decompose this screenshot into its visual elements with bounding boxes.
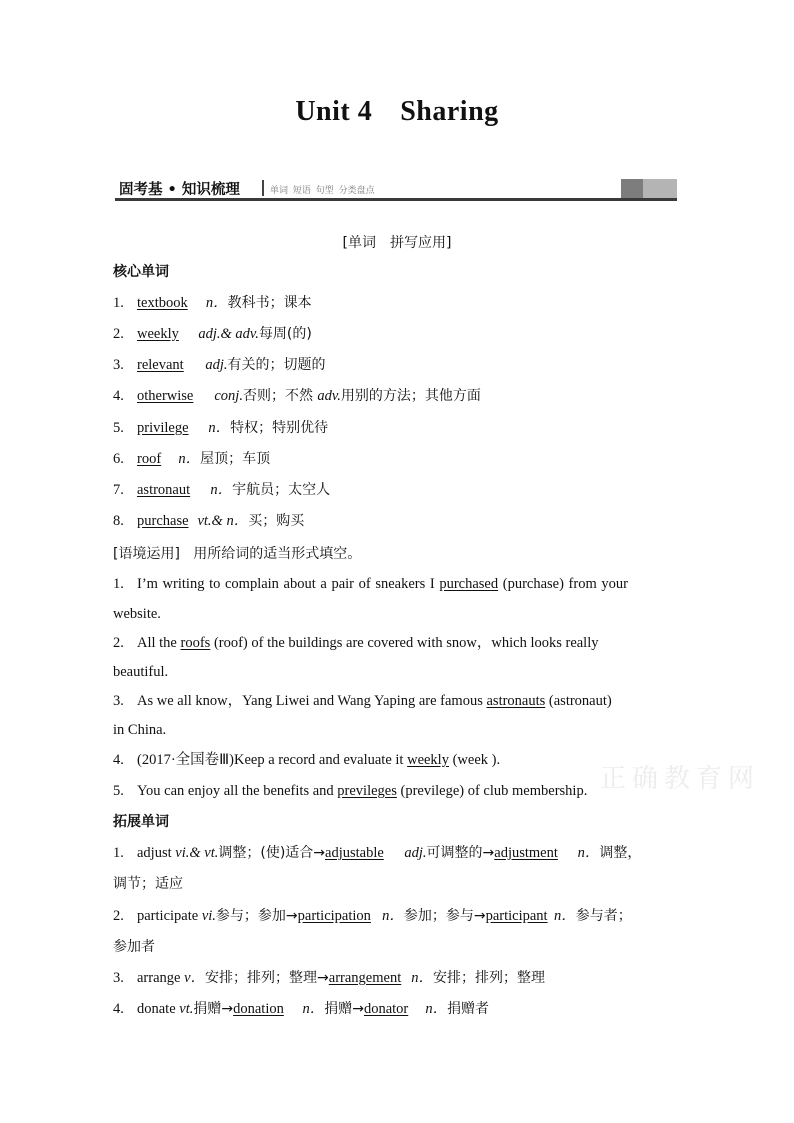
- context-item-continued: beautiful.: [113, 664, 169, 680]
- core-word-item: 3. relevant adj.有关的；切题的: [113, 357, 326, 373]
- extended-item-continued: 参加者: [113, 939, 155, 955]
- extended-answer: adjustable: [325, 845, 384, 861]
- context-answer: purchased: [439, 576, 499, 592]
- context-item: 3. As we all know，Yang Liwei and Wang Yaping are famous astronauts (astronaut): [113, 693, 612, 709]
- extended-word-item: 2. participate vi.参与；参加→participation n．参加；参与→participant n．参与者；: [113, 908, 632, 924]
- extended-word-item: 3. arrange v．安排；排列；整理→arrangement n．安排；排列；整理: [113, 970, 545, 986]
- banner-divider: [262, 180, 264, 196]
- extended-answer: donator: [363, 1001, 409, 1017]
- banner-light-block: [643, 179, 677, 198]
- extended-item-continued: 调节；适应: [113, 876, 183, 892]
- extended-words-heading: 拓展单词: [113, 814, 169, 830]
- core-word-answer: textbook: [137, 295, 188, 311]
- core-word-item: 6. roof n．屋顶；车顶: [113, 451, 271, 467]
- core-word-item: 8. purchase vt.& n．买；购买: [113, 513, 305, 529]
- context-item: 2. All the roofs (roof) of the buildings are covered with snow，which looks really: [113, 635, 599, 651]
- section-title: [单词 拼写应用]: [342, 235, 452, 251]
- core-word-answer: weekly: [137, 326, 179, 342]
- core-word-answer: roof: [137, 451, 162, 467]
- context-answer: weekly: [407, 752, 449, 768]
- unit-label: Unit 4: [295, 96, 373, 127]
- context-item: 1. I’m writing to complain about a pair of sneakers I purchased (purchase) from your: [113, 576, 628, 592]
- core-word-answer: astronaut: [137, 482, 191, 498]
- banner-dark-block: [621, 179, 643, 198]
- core-word-item: 5. privilege n．特权；特别优待: [113, 420, 329, 436]
- context-item: 4. (2017·全国卷Ⅲ)Keep a record and evaluate it weekly (week ).: [113, 752, 501, 768]
- section-banner: [115, 178, 677, 201]
- core-word-item: 1. textbook n．教科书；课本: [113, 295, 312, 311]
- core-word-item: 4. otherwise conj.否则；不然 adv.用别的方法；其他方面: [113, 388, 481, 404]
- banner-rule: [115, 198, 677, 201]
- extended-answer: participant: [485, 908, 548, 924]
- watermark: 正确教育网: [600, 764, 761, 794]
- core-words-heading: 核心单词: [113, 264, 169, 280]
- extended-answer: arrangement: [328, 970, 402, 986]
- context-item-continued: website.: [113, 606, 161, 622]
- context-heading: [语境运用] 用所给词的适当形式填空。: [113, 546, 362, 562]
- context-answer: astronauts: [486, 693, 546, 709]
- core-word-answer: purchase: [137, 513, 189, 529]
- extended-word-item: 4. donate vt.捐赠→donation n．捐赠→donator n．捐赠者: [113, 1001, 490, 1017]
- extended-answer: donation: [233, 1001, 284, 1017]
- context-item-continued: in China.: [113, 722, 167, 738]
- extended-word-item: 1. adjust vi.& vt.调整；(使)适合→adjustable adj.可调整的→adjustment n．调整，: [113, 845, 642, 861]
- core-word-answer: privilege: [137, 420, 189, 436]
- context-item: 5. You can enjoy all the benefits and previleges (previlege) of club membership.: [113, 783, 588, 799]
- unit-topic: Sharing: [400, 96, 499, 127]
- banner-main-label: 固考基 • 知识梳理: [119, 182, 240, 198]
- core-word-answer: otherwise: [137, 388, 194, 404]
- extended-answer: adjustment: [494, 845, 558, 861]
- extended-answer: participation: [297, 908, 371, 924]
- page-title: [0, 96, 794, 128]
- context-answer: roofs: [180, 635, 211, 651]
- banner-sub-label: 单词 短语 句型 分类盘点: [270, 186, 375, 196]
- core-word-item: 2. weekly adj.& adv.每周(的): [113, 326, 312, 342]
- core-word-item: 7. astronaut n．宇航员；太空人: [113, 482, 331, 498]
- context-answer: previleges: [337, 783, 397, 799]
- core-word-answer: relevant: [137, 357, 184, 373]
